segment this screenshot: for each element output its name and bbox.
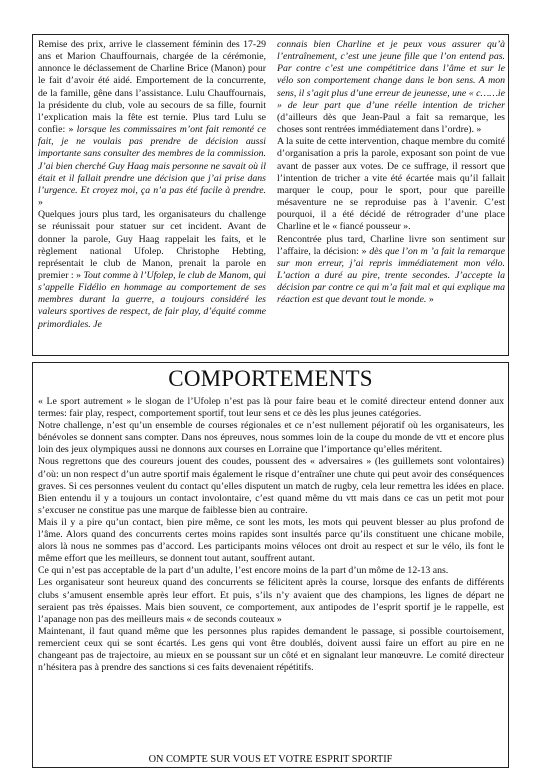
comportements-box [32, 362, 509, 768]
paragraph: Maintenant, il faut quand même que les personnes plus rapides demandent le passage, si possible courtoisement, remercient ceux qui se sont écartés. Les gens qui vont être doublés, doivent aussi faire un effort au pire en ne changeant pas de trajectoire, au mieux en se poussant sur un côté et en signalant leur manœuvre. Le comité directeur n’hésitera pas à prendre des sanctions si ces faits devenaient répétitifs. [38, 625, 504, 674]
article-left-text [38, 39, 266, 331]
closing-slogan: ON COMPTE SUR VOUS ET VOTRE ESPRIT SPORTIF [148, 754, 393, 765]
quote-run: dès que l’on m ’a fait la remarque sur mon erreur, j’ai repris immédiatement mon vélo. L’action a duré au pire, trente secondes. J’accepte la décision par contre ce qui m’a fait mal et qui explique ma réaction est que devant tout le monde. [277, 245, 505, 306]
paragraph: « Le sport autrement » le slogan de l’Ufolep n’est pas là pour faire beau et le comité directeur entend donner aux termes: fair play, respect, comportement sportif, tout leur sens et ce dès les plus jeunes catégories. [38, 396, 504, 420]
quote-run: lorsque les commissaires m’ont fait remonté ce fait, je ne voulais pas prendre de décision aussi importante sans consulter des membres de la commission. J’ai bien cherché Guy Haag mais personne ne savait où il était et il fallait prendre une décision que j’ai prise dans l’urgence. Et croyez moi, ça n’a pas été facile à prendre. [38, 124, 266, 196]
quote-run: connais bien Charline et je peux vous assurer qu’à l’entraînement, c’est une jeune fille que l’on entend pas. Par contre c’est une compétitrice dans l’âme et sur le vélo son comportement change dans le bon sens. A mon sens, il s’agit plus d’une erreur de jeunesse, une « c……ie » de leur part que d’une réelle intention de tricher [277, 39, 505, 111]
section-title: COMPORTEMENTS [168, 366, 373, 391]
article-column-left [38, 39, 266, 331]
article-box [32, 34, 509, 356]
text-run: (d’ailleurs dès que Jean-Paul a fait sa remarque, les choses sont rentrées immédiatement dans l’ordre). » A la suite de cette intervention, chaque membre du comité d’organisation a pris la parole, exposant son point de vue avant de passer aux votes. De ce suffrage, il ressort que l’intention de tricher a vite été écartée mais qu’il fallait marquer le coup, pour le sport, pour que pareille mésaventure ne se reproduise pas à l’avenir. C’est pourquoi, il a été décidé de rétrograder d’une place Charline et le « fiancé pousseur ». Rencontrée plus tard, Charline livre son sentiment sur l’affaire, la décision: » [277, 111, 505, 257]
text-run: Quelques jours plus tard, les organisateurs du challenge se réunissait pour statuer sur cet incident. Avant de donner la parole, Guy Haag rappelait les faits, et le règlement national Ufolep. Christophe Hebting, représentait le club de Manon, prenait la parole en premier : » [38, 209, 266, 281]
paragraph: Mais il y a pire qu’un contact, bien pire même, ce sont les mots, les mots qui peuvent blesser au plus profond de l’âme. Alors quand des concurrents certes moins rapides sont insultés parce qu’ils constituent une chicane mobile, alors là nous ne sommes pas d’accord. Les participants moins véloces ont droit au respect et sur le vélo, ils font le même effort que les meilleurs, se donnent tout autant, souffrent autant. [38, 516, 504, 565]
comportements-body [38, 396, 504, 674]
paragraph: Les organisateur sont heureux quand des concurrents se félicitent après la course, lorsque des enfants de différents clubs s’amusent ensemble après leur effort. Et puis, s’ils n’y avaient que des champions, les lignes de départ ne seraient pas très épaisses. Mais bien souvent, ce comportement, aux antipodes de l’esprit sportif je le rappelle, est l’apanage non pas des meilleurs mais « de seconds couteaux » [38, 577, 504, 625]
article-column-right [277, 39, 505, 306]
text-run: Remise des prix, arrive le classement féminin des 17-29 ans et Marion Chauffournais, chargée de la cérémonie, annonce le déclassement de Charline Brice (Manon) pour le fait d’avoir été aidé. Emportement de la concurrente, de la famille, gêne dans l’assistance. Lulu Chauffournais, la présidente du club, vole au secours de sa fille, fournit l’explication mais la fête est ternie. Plus tard Lulu se confie: » [38, 39, 266, 136]
paragraph: Nous regrettons que des coureurs jouent des coudes, poussent des « adversaires » (les guillemets sont volontaires) d’où: un non respect d’un autre sportif mais également le risque d’entraîner une chute qui peut avoir des conséquences graves. Si ces personnes veulent du contact qu’elles disputent un match de rugby, cela leur remettra les idées en place. Bien entendu il y a toujours un contact involontaire, c’est quand même du vtt mais dans ce cas un petit mot pour s’excuser ne constitue pas une marque de faiblesse bien au contraire. [38, 456, 504, 516]
paragraph: Ce qui n’est pas acceptable de la part d’un adulte, l’est encore moins de la part d’un môme de 12-13 ans. [38, 565, 449, 577]
paragraph: Notre challenge, n’est qu’un ensemble de courses régionales et ce n’est nullement péjoratif où les organisateurs, les bénévoles se donnent sans compter. Dans nos épreuves, nous sommes loin de la coupe du monde de vtt et encore plus loin des jeux olympiques aussi ne donnons aux courses en Lorraine que l’importance qu’elles méritent. [38, 420, 504, 456]
text-run: » [426, 294, 434, 306]
quote-run: Tout comme à l’Ufolep, le club de Manom, qui s’appelle Fidélio en hommage au comportement de ses membres durant la guerre, a toujours considéré les valeurs sportives de respect, de fair play, d’équité comme primordiales. Je [38, 269, 266, 330]
text-run: » [38, 197, 43, 209]
article-right-text [277, 39, 505, 306]
